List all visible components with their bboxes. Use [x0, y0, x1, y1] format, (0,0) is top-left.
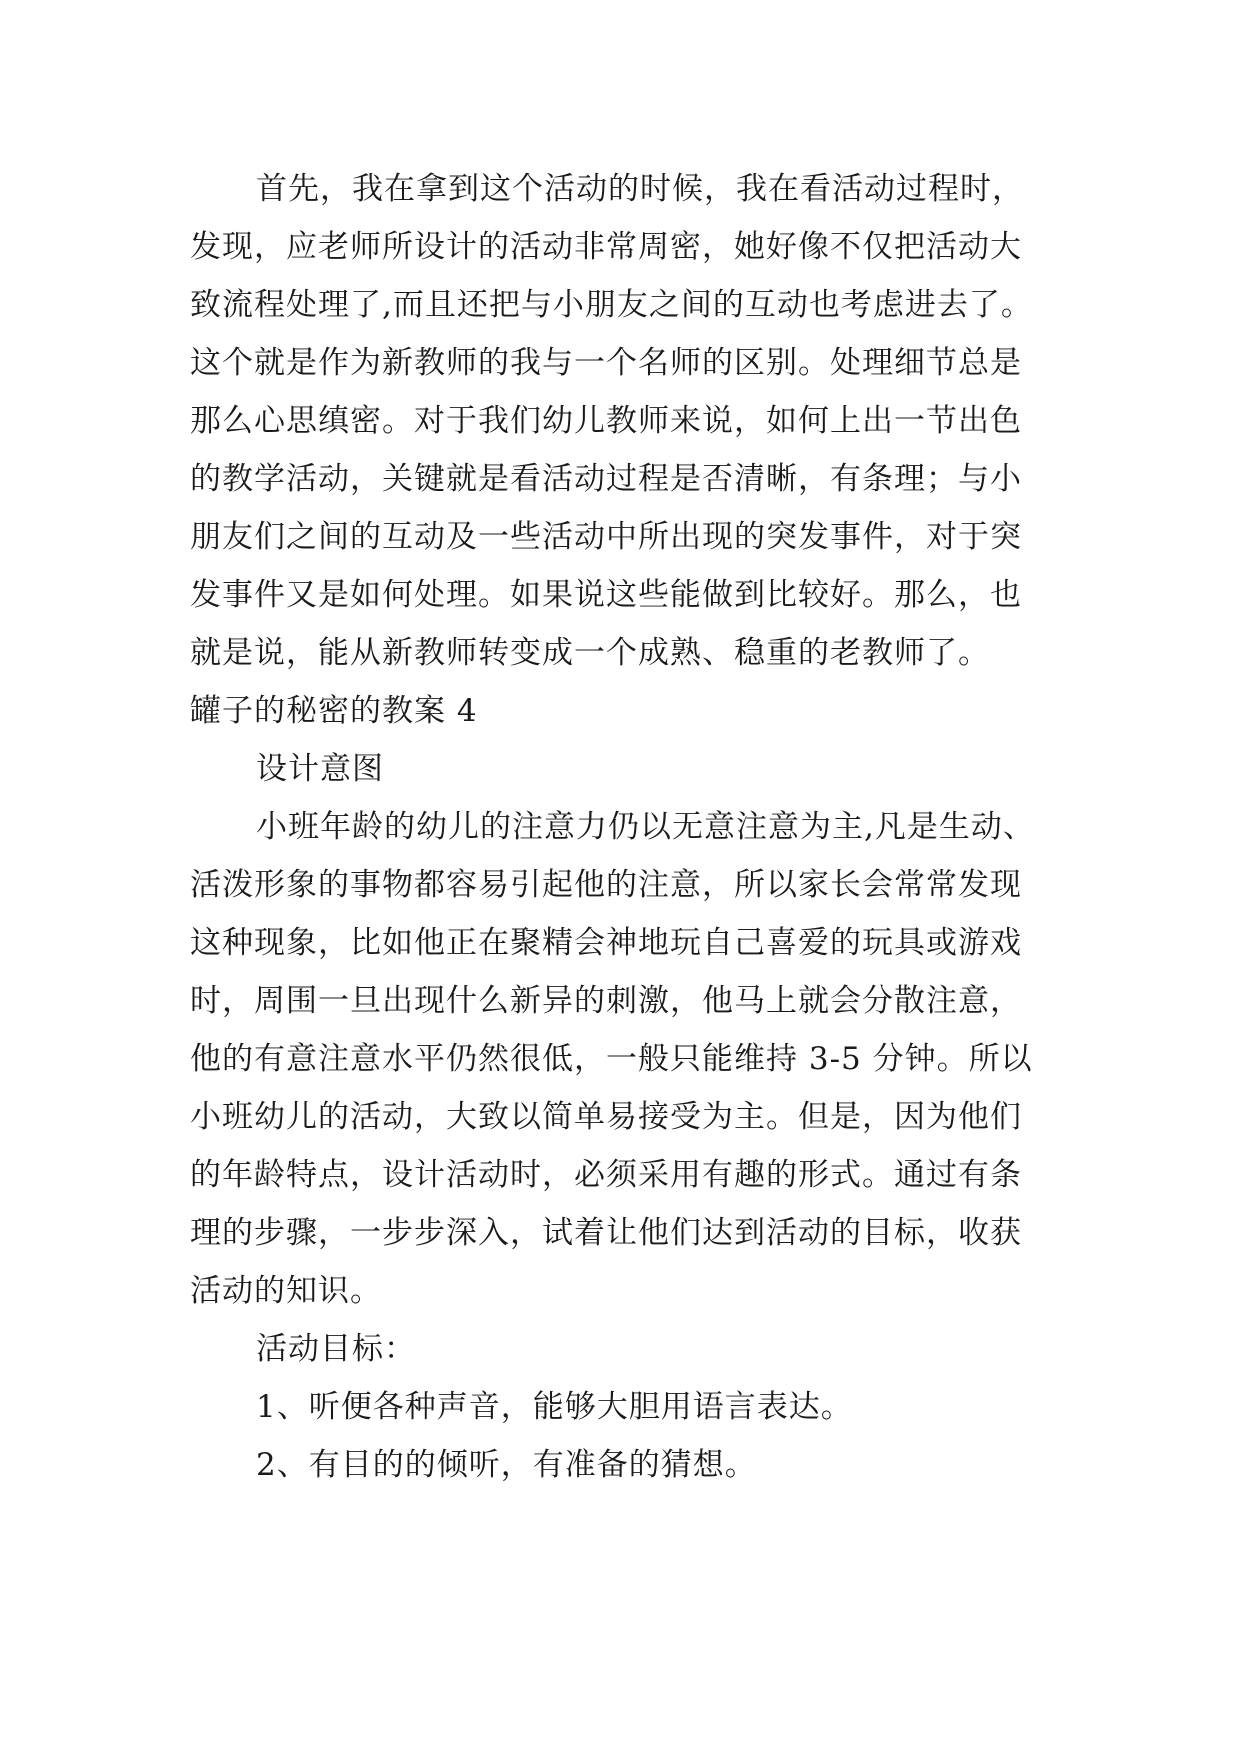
paragraph-line: 活动的知识。 [190, 1273, 382, 1309]
paragraph-design-intent [190, 798, 1090, 1320]
goal-item: 2、有目的的倾听，有准备的猜想。 [256, 1447, 757, 1483]
document-page [190, 160, 1090, 1494]
paragraph-line: 发现，应老师所设计的活动非常周密，她好像不仅把活动大 [190, 229, 1022, 265]
paragraph-reflection [190, 160, 1090, 682]
paragraph-line: 的年龄特点，设计活动时，必须采用有趣的形式。通过有条 [190, 1157, 1022, 1193]
paragraph-line: 的教学活动，关键就是看活动过程是否清晰，有条理；与小 [190, 461, 1022, 497]
paragraph-line: 这个就是作为新教师的我与一个名师的区别。处理细节总是 [190, 345, 1022, 381]
paragraph-line: 首先，我在拿到这个活动的时候，我在看活动过程时， [256, 171, 1024, 207]
paragraph-line: 致流程处理了,而且还把与小朋友之间的互动也考虑进去了。 [190, 287, 1033, 323]
paragraph-line: 小班幼儿的活动，大致以简单易接受为主。但是，因为他们 [190, 1099, 1022, 1135]
goals-heading: 活动目标： [256, 1331, 416, 1367]
design-heading: 设计意图 [256, 751, 384, 787]
paragraph-line: 那么心思缜密。对于我们幼儿教师来说，如何上出一节出色 [190, 403, 1022, 439]
paragraph-line: 发事件又是如何处理。如果说这些能做到比较好。那么，也 [190, 577, 1022, 613]
goal-item: 1、听便各种声音，能够大胆用语言表达。 [256, 1389, 853, 1425]
paragraph-line: 朋友们之间的互动及一些活动中所出现的突发事件，对于突 [190, 519, 1022, 555]
goals-list [190, 1378, 1090, 1494]
paragraph-line: 理的步骤，一步步深入，试着让他们达到活动的目标，收获 [190, 1215, 1022, 1251]
paragraph-line: 时，周围一旦出现什么新异的刺激，他马上就会分散注意， [190, 983, 1022, 1019]
paragraph-line: 他的有意注意水平仍然很低，一般只能维持 3-5 分钟。所以 [190, 1041, 1033, 1077]
paragraph-line: 这种现象，比如他正在聚精会神地玩自己喜爱的玩具或游戏 [190, 925, 1022, 961]
section-title: 罐子的秘密的教案 4 [190, 693, 478, 729]
paragraph-line: 小班年龄的幼儿的注意力仍以无意注意为主,凡是生动、 [256, 809, 1035, 845]
paragraph-line: 活泼形象的事物都容易引起他的注意，所以家长会常常发现 [190, 867, 1022, 903]
paragraph-line: 就是说，能从新教师转变成一个成熟、稳重的老教师了。 [190, 635, 990, 671]
